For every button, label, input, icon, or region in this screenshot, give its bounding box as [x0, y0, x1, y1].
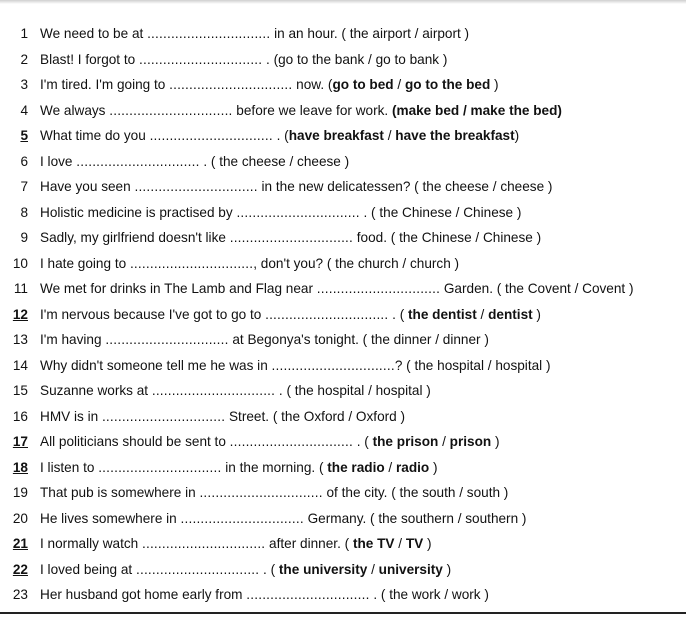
sentence-text: ) — [423, 536, 432, 551]
row-number: 10 — [12, 255, 28, 271]
sentence — [40, 72, 499, 98]
sentence-text: . ( — [272, 128, 289, 143]
row-number: 13 — [12, 332, 28, 347]
answer-blank: ............................... — [147, 26, 271, 41]
sentence-text: . ( — [352, 434, 373, 449]
sentence-text: ? ( the hospital / hospital ) — [394, 357, 551, 373]
sentence-text: I love — [40, 153, 77, 169]
row-number: 22 — [12, 561, 28, 577]
answer-blank: ............................... — [229, 230, 353, 245]
option-bold: the prison — [372, 434, 439, 449]
sentence-text: Suzanne works at — [40, 383, 152, 398]
row-number: 4 — [20, 102, 28, 118]
sentence — [40, 378, 431, 404]
sentence-text: I'm having — [40, 332, 106, 347]
sentence-text: I'm nervous because I've got to go to — [40, 306, 266, 322]
sentence-text: / — [383, 128, 396, 143]
row-number: 16 — [12, 408, 28, 424]
exercise-row — [0, 378, 686, 404]
sentence-text: Germany. ( the southern / southern ) — [303, 510, 527, 526]
sentence-text: / — [384, 459, 396, 475]
exercise-row — [0, 302, 686, 328]
answer-blank: ............................... — [169, 77, 293, 92]
exercise-row — [0, 429, 686, 455]
option-bold: university — [378, 561, 443, 577]
sentence-text: ) — [514, 128, 520, 143]
answer-blank: ............................... — [149, 128, 273, 143]
sentence — [40, 200, 521, 226]
row-number: 19 — [12, 485, 28, 500]
answer-blank: ............................... — [109, 102, 233, 118]
row-number: 9 — [20, 230, 28, 245]
answer-blank: ............................... — [134, 179, 258, 194]
sentence-text: Why didn't someone tell me he was in — [40, 357, 272, 373]
answer-blank: ............................... — [101, 408, 226, 424]
option-bold: (make bed / make the bed) — [391, 102, 562, 118]
answer-blank: ............................... — [151, 383, 276, 398]
sentence-text: That pub is somewhere in — [40, 485, 200, 500]
answer-blank: ............................... — [105, 332, 229, 347]
top-divider — [0, 0, 686, 4]
sentence-text: now. ( — [292, 77, 333, 92]
sentence — [40, 404, 405, 430]
sentence-text: / — [394, 536, 406, 551]
row-number: 6 — [20, 153, 28, 169]
sentence-text: . ( the cheese / cheese ) — [199, 153, 350, 169]
sentence-text: Sadly, my girlfriend doesn't like — [40, 230, 230, 245]
sentence — [40, 582, 489, 608]
exercise-row — [0, 353, 686, 379]
sentence-text: Garden. ( the Covent / Covent ) — [440, 281, 634, 296]
row-number: 8 — [20, 204, 28, 220]
exercise-row — [0, 404, 686, 430]
option-bold: the university — [278, 561, 368, 577]
sentence-text: in the morning. ( — [221, 459, 328, 475]
row-number: 5 — [20, 128, 28, 143]
sentence — [40, 98, 562, 124]
sentence — [40, 480, 508, 506]
answer-blank: ............................... — [271, 357, 395, 373]
exercise-row — [0, 123, 686, 149]
sentence-text: / — [367, 561, 379, 577]
answer-blank: ............................... — [129, 255, 254, 271]
sentence-text: Holistic medicine is practised by — [40, 204, 237, 220]
bottom-divider — [0, 612, 686, 614]
sentence-text: after dinner. ( — [265, 536, 353, 551]
answer-blank: ............................... — [265, 306, 389, 322]
exercise-row — [0, 506, 686, 532]
exercise-row — [0, 174, 686, 200]
row-number: 15 — [12, 383, 28, 398]
sentence-text: in the new delicatessen? ( the cheese / cheese ) — [257, 179, 553, 194]
sentence-text: ) — [490, 77, 499, 92]
sentence — [40, 21, 469, 47]
option-bold: go to bed — [332, 77, 394, 92]
row-number: 12 — [12, 306, 28, 322]
option-bold: go to the bed — [404, 77, 491, 92]
answer-blank: ............................... — [135, 561, 260, 577]
sentence-text: We met for drinks in The Lamb and Flag near — [40, 281, 317, 296]
sentence — [40, 123, 519, 149]
row-number: 17 — [12, 434, 28, 449]
row-number: 7 — [20, 179, 28, 194]
answer-blank: ............................... — [316, 281, 441, 296]
sentence-text: in an hour. ( the airport / airport ) — [270, 26, 470, 41]
sentence — [40, 174, 552, 200]
sentence-text: I loved being at — [40, 561, 136, 577]
option-bold: have breakfast — [288, 128, 384, 143]
sentence — [40, 276, 634, 302]
sentence-text: of the city. ( the south / south ) — [322, 485, 509, 500]
exercise-row — [0, 251, 686, 277]
exercise-row — [0, 225, 686, 251]
row-number: 18 — [12, 459, 28, 475]
sentence-text: . ( the Chinese / Chinese ) — [359, 204, 522, 220]
exercise-row — [0, 455, 686, 481]
sentence — [40, 557, 451, 583]
option-bold: dentist — [488, 306, 533, 322]
answer-blank: ............................... — [142, 536, 266, 551]
sentence — [40, 429, 500, 455]
row-number: 21 — [12, 536, 28, 551]
sentence-text: What time do you — [40, 128, 150, 143]
sentence-text: . ( — [259, 561, 279, 577]
answer-blank: ............................... — [180, 510, 304, 526]
sentence-text: Her husband got home early from — [40, 587, 247, 602]
exercise-row — [0, 582, 686, 608]
exercise-row — [0, 149, 686, 175]
option-bold: prison — [449, 434, 492, 449]
sentence-text: I'm tired. I'm going to — [40, 77, 170, 92]
row-number: 11 — [13, 281, 28, 296]
sentence-text: I hate going to — [40, 255, 130, 271]
exercise-row — [0, 47, 686, 73]
sentence-text: / — [393, 77, 405, 92]
sentence-text: I normally watch — [40, 536, 142, 551]
exercise-list — [0, 21, 686, 608]
sentence-text: We always — [40, 102, 110, 118]
sentence-text: . ( the work / work ) — [369, 587, 489, 602]
exercise-row — [0, 327, 686, 353]
sentence — [40, 149, 349, 175]
option-bold: the dentist — [408, 306, 477, 322]
sentence-text: . ( the hospital / hospital ) — [275, 383, 431, 398]
sentence — [40, 531, 432, 557]
answer-blank: ............................... — [76, 153, 200, 169]
exercise-row — [0, 21, 686, 47]
sentence-text: HMV is in — [40, 408, 102, 424]
option-bold: TV — [405, 536, 424, 551]
sentence-text: ) — [442, 561, 452, 577]
sentence-text: Blast! I forgot to — [40, 51, 139, 67]
sentence-text: / — [438, 434, 450, 449]
sentence-text: I listen to — [40, 459, 99, 475]
sentence — [40, 327, 489, 353]
sentence — [40, 506, 526, 532]
sentence — [40, 455, 438, 481]
option-bold: the TV — [352, 536, 395, 551]
sentence-text: ) — [429, 459, 438, 475]
sentence-text: / — [476, 306, 489, 322]
option-bold: have the breakfast — [395, 128, 515, 143]
sentence-text: . ( — [388, 306, 409, 322]
sentence — [40, 225, 541, 251]
sentence — [40, 47, 447, 73]
answer-blank: ............................... — [199, 485, 323, 500]
sentence-text: Have you seen — [40, 179, 135, 194]
answer-blank: ............................... — [229, 434, 353, 449]
exercise-row — [0, 480, 686, 506]
answer-blank: ............................... — [236, 204, 360, 220]
row-number: 1 — [20, 26, 28, 41]
sentence-text: We need to be at — [40, 26, 148, 41]
sentence-text: Street. ( the Oxford / Oxford ) — [225, 408, 406, 424]
exercise-row — [0, 531, 686, 557]
sentence-text: All politicians should be sent to — [40, 434, 230, 449]
sentence-text: . (go to the bank / go to bank ) — [262, 51, 448, 67]
sentence-text: at Begonya's tonight. ( the dinner / dinner ) — [228, 332, 489, 347]
sentence — [40, 302, 541, 328]
row-number: 2 — [20, 51, 28, 67]
answer-blank: ............................... — [138, 51, 263, 67]
row-number: 3 — [20, 77, 28, 92]
row-number: 23 — [12, 587, 28, 602]
exercise-row — [0, 98, 686, 124]
sentence-text: ) — [532, 306, 541, 322]
row-number: 20 — [12, 510, 28, 526]
sentence-text: before we leave for work. — [232, 102, 392, 118]
sentence-text: food. ( the Chinese / Chinese ) — [353, 230, 542, 245]
exercise-row — [0, 276, 686, 302]
exercise-row — [0, 72, 686, 98]
sentence — [40, 251, 459, 277]
option-bold: radio — [396, 459, 430, 475]
exercise-row — [0, 200, 686, 226]
answer-blank: ............................... — [246, 587, 370, 602]
sentence-text: , don't you? ( the church / church ) — [253, 255, 460, 271]
answer-blank: ............................... — [98, 459, 222, 475]
sentence-text: ) — [491, 434, 500, 449]
sentence-text: He lives somewhere in — [40, 510, 181, 526]
sentence — [40, 353, 551, 379]
exercise-row — [0, 557, 686, 583]
option-bold: the radio — [327, 459, 385, 475]
row-number: 14 — [12, 357, 28, 373]
